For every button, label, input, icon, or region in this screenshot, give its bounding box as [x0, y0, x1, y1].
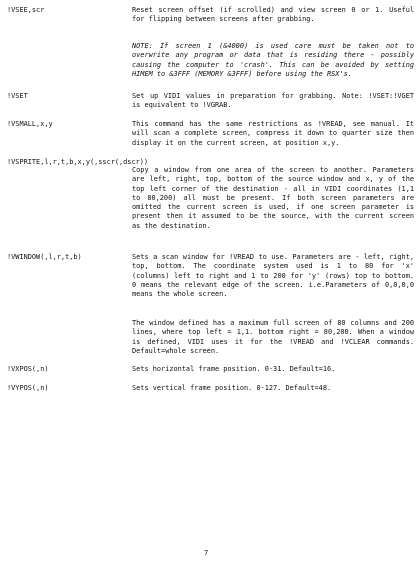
command-name: !VSET — [7, 92, 28, 100]
command-description-2: The window defined has a maximum full screen of 80 columns and 200 lines, where top left = 1,1. bottom right = 80,200. When a window is defined, VIDI uses it for the !VREAD and !VCLEAR commands. Default=whole screen. — [132, 319, 414, 355]
command-description: This command has the same restrictions as !VREAD, see manual. It will scan a complete screen, compress it down to quarter size then display it on the current screen, at position x,y. — [132, 120, 414, 147]
command-description: Set up VIDI values in preparation for grabbing. Note: !VSET:!VGET is equivalent to !VGRAB. — [132, 92, 414, 110]
command-description: Copy a window from one area of the screen to another. Parameters are left, right, top, bottom of the source window and x, y of the top left corner of the destination - all in VIDI coordinates (1,1 to 80,200) all must be present. If both screen parameters are omitted the current screen is used, if one screen parameter is present then it assumed to be the source, with the current screen as the destination. — [132, 166, 414, 230]
command-description: Reset screen offset (if scrolled) and view screen 0 or 1. Useful for flipping between screens after grabbing. — [132, 6, 414, 24]
page-number: 7 — [204, 549, 209, 557]
command-name: !VWINDOW(,l,r,t,b) — [7, 253, 82, 261]
command-description: Sets vertical frame position. 0-127. Default=48. — [132, 384, 332, 392]
command-note: NOTE: If screen 1 (&4000) is used care must be taken not to overwrite any program or data that is residing there - possibly causing the computer to 'crash'. This can be avoided by setting HIMEM to &3FFF (MEMORY &3FFF) before using the RSX's. — [132, 42, 414, 78]
command-name: !VSPRITE,l,r,t,b,x,y(,sscr(,dscr)) — [7, 158, 149, 166]
command-description: Sets horizontal frame position. 0-31. Default=16. — [132, 365, 336, 373]
command-description: Sets a scan window for !VREAD to use. Parameters are - left, right, top, bottom. The coordinate system used is 1 to 80 for 'x' (columns) left to right and 1 to 200 for 'y' (rows) top to bottom. 0 means the relevant edge of the screen. i.e.Parameters of 0,0,0,0 means the whole screen. — [132, 253, 414, 299]
command-name: !VXPOS(,n) — [7, 365, 49, 373]
command-name: !VSMALL,x,y — [7, 120, 53, 128]
command-name: !VYPOS(,n) — [7, 384, 49, 392]
command-name: !VSEE,scr — [7, 6, 45, 14]
